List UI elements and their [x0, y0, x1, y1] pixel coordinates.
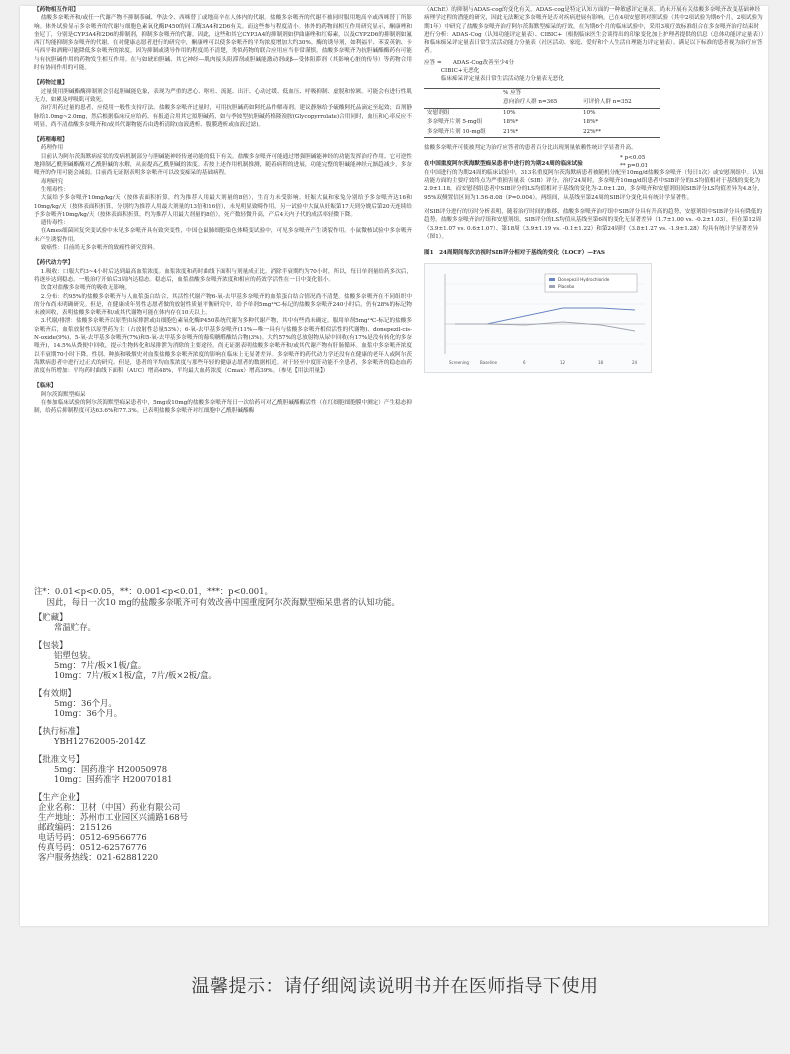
china-trial-text: 在中国进行的为期24周的临床试验中，313名重度阿尔茨海默病患者被随机分配至10mg/d盐酸多奈哌齐（每日1次）或安慰剂组中。认知功能方面的主要疗效终点为严重损害量表（SIB）评分。治疗24周时，多奈哌齐10mg/d组患者中SIB评分的LS均值相对于基线的变化为2.9±1.18，而安慰剂组患者中SIB评分的LS均值相对于基线的变化为-2.0±1.20，多奈哌齐和安慰剂组间SIB评分LS均值差异为4.8分，95%双侧置信区间为1.56-8.08（P=0.004）。两组间，从基线至第24周的SIB评分变化具有统计学显著性。	[424, 169, 764, 201]
table-cell: 18%*	[503, 119, 519, 126]
section-paragraph: 盐酸多奈哌齐和/或任一代谢产物不抑制茶碱、华法令、西咪替丁或地高辛在人体内的代谢。盐酸多奈哌齐的代谢不被同时服用地高辛或西咪替丁所影响。体外试验显示多奈哌齐的代谢与细胞色素氧化酶P450的同工酶3A4和2D6有关。而这些参与程度清小。体外的药物间相互作用研究显示，酮康唑和奎尼丁，分别是CYP3A4和2D6的抑制剂，抑制多奈哌齐的代谢。因此，这些和其它CYP3A4的抑制剂如伊曲康唑和红霉素，以及CYP2D6的抑制剂如氟西汀均能抑制多奈哌齐的代谢。在对健康志愿者进行的研究中，酮康唑可以使多奈哌齐的平均浓度增加大约30%。酶的诱导剂，如利福平、苯妥英钠、卡马西平和酒精可能降低多奈哌齐的浓度。因为抑制或诱导作用的程度尚不清楚，类似药物的联合应用应当非常谨慎。盐酸多奈哌齐为抗胆碱酯酶药有可能与有抗胆碱作用的药物发生相互作用。在与如琥珀胆碱、其它神经—肌肉接头阻滞剂或胆碱能激动剂或β—受体阻滞剂（其影响心脏的传导）等药物合用时有协同作用的可能。	[34, 15, 412, 72]
criteria-line: CIBIC+无恶化	[424, 68, 480, 75]
ache-intro-text: （AChE）的抑制与ADAS-cog的变化有关，ADAS-cog是特定认知方面的一种敏感评定量表。尚未开展有关盐酸多奈哌齐改变基础神经病理学过程的潜能的研究，因此无法断定多奈哌齐是否对疾病进展有影响。已在4项安慰剂对照试验（其中2项试验为期6个月，2项试验为期1年）中研究了盐酸多奈哌齐治疗阿尔茨海默型痴呆的疗效。在为期6个月的临床试验中，采用3项疗效标准组合在多奈哌齐治疗结束时进行分析：ADAS-Cog（认知功能评定量表）、CIBIC+（根据临床医生会谈得出的印象变化加上护理者提供的信息（总体功能评定量表））和临床痴呆评定量表日常生活活动能力分量表（社区活动、家庭、爱好和个人生活自理能力评定量表）。满足以下标准的患者视为治疗应答者。	[424, 7, 764, 55]
manufacturer-line: 电话号码：0512-69566776	[38, 832, 147, 842]
section-heading: 【药物过量】	[34, 80, 68, 87]
table-cell: 多奈哌齐片剂 10-mg组	[424, 128, 500, 138]
table-pvalue-notes	[620, 154, 648, 170]
manufacturer-line: 生产地址：苏州市工业园区兴浦路168号	[38, 812, 188, 822]
validity-line: 10mg：36个月。	[54, 708, 123, 718]
section-heading: 【药理毒理】	[34, 137, 68, 144]
table-col-header: 可评价人群 n=352	[580, 98, 660, 108]
leaflet-page	[20, 6, 768, 926]
manufacturer-line: 邮政编码：215126	[38, 822, 112, 832]
lower-section	[34, 586, 454, 862]
manufacturer-line: 客户服务热线：021-62881220	[38, 852, 159, 862]
table-corner	[424, 88, 500, 98]
standard-heading: 【执行标准】	[34, 726, 85, 736]
table-corner	[424, 98, 500, 108]
section-paragraph: 致癌性：目前尚无多奈哌齐的致癌性研究资料。	[40, 245, 159, 252]
criteria-line: 应答 = ADAS-Cog改善至少4分	[424, 59, 515, 66]
sib-analysis-text: 对SIB评分进行的历时分析表明，随着治疗时间的推移，盐酸多奈哌齐治疗组中SIB评分具有升高的趋势，安慰剂组中SIB评分具有降低的趋势。盐酸多奈哌齐治疗组和安慰剂组，SIB评分的LS均值从基线至第6周的变化无显著差异（1.7±1.00 vs. -0.2±1.03），但在第12周（3.9±1.07 vs. 0.6±1.07）、第18周（3.9±1.19 vs. -0.1±1.22）和第24周时（3.8±1.27 vs. -1.9±1.28）均具有统计学显著差异（图1）。	[424, 208, 763, 240]
china-trial-heading: 在中国重度阿尔茨海默型痴呆患者中进行的为期24周的临床试验	[424, 161, 583, 168]
section-heading: 【药物相互作用】	[34, 7, 79, 13]
package-heading: 【包装】	[34, 640, 68, 650]
section-paragraph: 大鼠给予多奈哌齐10mg/kg/天（按体表面积折算，约为推荐人用最大剂量的8倍），生育力未受影响。妊娠大鼠和家兔分别给予多奈哌齐达16和10mg/kg/天（按体表面积折算，分别约为推荐人用最大剂量的13倍和16倍），未见明显致畸作用。另一试验中大鼠从妊娠第17天到分娩后第20天连续给予多奈哌齐10mg/kg/天（按体表面积折算，约为推荐人用最大剂量的8倍），死产数轻微升高，产后4天内子代的成活率轻微下降。	[34, 195, 412, 218]
left-section	[34, 136, 412, 252]
storage-value: 常温贮存。	[54, 622, 96, 632]
criteria-line: 临床痴呆评定量表日常生活活动能力分量表无恶化	[424, 76, 564, 83]
package-line: 5mg：7片/板×1板/盒。	[54, 660, 147, 670]
section-paragraph: 目前认为阿尔茨海默病症状的发病机制部分与胆碱能神经传递功能的低下有关。盐酸多奈哌齐可能通过增强胆碱能神经的功能发挥治疗作用。它可逆性地抑制乙酰胆碱酯酶对乙酰胆碱的水解，从而提高乙酰胆碱的浓度。若按上述作用机制推测，随着病程的进展，功能完整的胆碱能神经元渐趋减少，多奈哌齐的作用可能会减弱。目前尚无证据表明多奈哌齐可以改变痴呆的基础病程。	[34, 153, 412, 177]
section-paragraph: 饮食对盐酸多奈哌齐的吸收无影响。	[40, 285, 131, 292]
approval-block	[34, 754, 454, 784]
table-col-group: % 应答	[500, 88, 660, 98]
section-paragraph: 阿尔茨海默型痴呆	[40, 391, 86, 398]
section-paragraph: 药理作用	[40, 145, 64, 152]
section-paragraph: 生殖毒性：	[40, 186, 69, 193]
left-section	[34, 259, 412, 375]
x-tick-label: Baseline	[480, 360, 497, 366]
manufacturer-block	[34, 792, 454, 862]
x-tick-label: Screening	[449, 360, 469, 366]
legend-label: Donepezil Hydrochloride	[558, 277, 610, 283]
table-col-header: 意向治疗人群 n=365	[500, 98, 580, 108]
legend-label: Placebo	[558, 284, 575, 290]
section-paragraph: 1.吸收：口服大约3~4小时后达到最高血浆浓度。血浆浓度和药时曲线下面积与剂量成正比。消除半衰期约为70小时，所以，每日单剂量给药多次后，将逐步达到稳态。一般治疗开始后3周内达稳态。稳态后，血浆盐酸多奈哌齐浓度和相应的药效学活性在一日中变化很小。	[34, 268, 412, 283]
section-paragraph: 过量使用胆碱酯酶抑制剂会引起胆碱能危象，表现为严重的恶心、呕吐、流涎、出汗、心动过缓、低血压、呼吸抑制、虚脱和惊厥。可能会有进行性肌无力，如累及呼吸肌可致死。	[34, 88, 412, 103]
manufacturer-line: 传真号码：0512-62576776	[38, 842, 147, 852]
table-cell: 21%*	[500, 128, 580, 138]
donepezil-line	[455, 308, 635, 324]
table-cell: 18%*	[583, 119, 599, 126]
section-paragraph: 毒理研究	[40, 178, 64, 185]
sib-figure	[424, 263, 652, 373]
pvalue-note: ** p=0.01	[620, 162, 649, 169]
standard-value: YBH12762005-2014Z	[54, 736, 146, 746]
left-section	[34, 79, 412, 129]
pvalue-note: * p<0.05	[620, 154, 646, 161]
section-heading: 【药代动力学】	[34, 260, 74, 267]
figure-caption: 图1 24周期间每次访视时SIB评分相对于基线的变化（LOCF）—FAS	[424, 250, 605, 257]
package-line: 10mg：7片/板×1板/盒，7片/板×2板/盒。	[54, 670, 217, 680]
table-cell: 22%**	[580, 128, 660, 138]
approval-heading: 【批准文号】	[34, 754, 85, 764]
package-line: 铝塑包装。	[54, 650, 96, 660]
package-block	[34, 640, 454, 680]
x-tick-label: 12	[560, 360, 566, 366]
approval-line: 10mg：国药准字 H20070181	[54, 774, 173, 784]
sib-figure-plot	[425, 264, 653, 374]
approval-line: 5mg：国药准字 H20050978	[54, 764, 168, 774]
standard-block	[34, 726, 454, 746]
left-column-top	[34, 6, 412, 586]
left-section	[34, 382, 412, 415]
after-table-text: 盐酸多奈哌齐可使被判定为治疗应答者的患者百分比出现剂量依赖性统计学显著升高。	[424, 145, 637, 152]
section-paragraph: 3.代谢/排泄：盐酸多奈哌齐以原型由尿排泄或由细胞色素氧化酶P450系统代谢为多种代谢产物，其中有些尚未确定。服用单剂5mg¹⁴C-标记的盐酸多奈哌齐后，血浆放射性以原型药为主（占放射性总量53%）；6-氧-去甲基多奈哌齐(11%—唯一具有与盐酸多奈哌齐相似活性的代谢物)、donepezil-cis-N-oxide(9%)、5-氧-去甲基多奈哌齐(7%)和5-氧-去甲基多奈哌齐的葡萄糖醛酸结合物(3%)。大约57%的总放射物从尿中回收(有17%是没有转化的多奈哌齐)，14.5%从粪便中回收，提示生物转化和尿排泄为消除的主要途径。尚无证据表明盐酸多奈哌齐和/或其代谢产物有肝肠循环。血浆中多奈哌齐浓度以半衰期70小时下降。性别、种族和吸烟史对血浆盐酸多奈哌齐浓度的影响在临床上无显著差异。多奈哌齐的药代动力学还没有在健康的老年人或阿尔茨海默病患者中进行过正式的研究。但是，患者的平均血浆浓度与那些年轻的健康志愿者的数据相近。对于轻至中度肝功能不全患者，多奈哌齐的稳态血药浓度有所增加：平均药时曲线下面积（AUC）增高48%，平均最大血药浓度（Cmax）增高39%。（参见【用法用量】）	[34, 318, 412, 375]
table-cell: 多奈哌齐片剂 5-mg组	[427, 119, 483, 126]
section-paragraph: 在Ames细菌回复突变试验中未见多奈哌齐具有致突变性，中国仓鼠肺细胞染色体畸变试验中，可见多奈哌齐产生诱裂作用。小鼠微核试验中多奈哌齐未产生诱裂作用。	[34, 228, 412, 243]
conclusion-text: 因此，每日一次10 mg的盐酸多奈哌齐可有效改善中国重度阿尔茨海默型痴呆患者的认知功能。	[46, 597, 400, 607]
x-tick-label: 24	[632, 360, 638, 366]
validity-block	[34, 688, 454, 718]
responder-table	[424, 88, 660, 139]
pvalue-footnote: 注*：0.01<p<0.05，**：0.001<p<0.01，***：p<0.001。	[34, 586, 273, 596]
validity-line: 5mg：36个月。	[54, 698, 117, 708]
storage-heading: 【贮藏】	[34, 612, 68, 622]
placebo-line	[455, 322, 635, 331]
section-paragraph: 2.分布：约95%的盐酸多奈哌齐与人血浆蛋白结合，其活性代谢产物6-氧-去甲基多奈哌齐的血浆蛋白结合情况尚不清楚。盐酸多奈哌齐在不同组织中的分布尚未明确研究。但是，在健康成年男性志愿者做的放射性质量平衡研究中，给予单剂5mg¹⁴C-标记的盐酸多奈哌齐240小时后，仍有28%的标记物未被回收，表明盐酸多奈哌齐和/或其代谢物可能在体内存在10天以上。	[34, 293, 412, 317]
x-tick-label: 6	[523, 360, 526, 366]
right-column-top	[424, 6, 764, 586]
manufacturer-heading: 【生产企业】	[34, 792, 85, 802]
section-paragraph: 遗传毒性：	[40, 220, 69, 227]
responder-criteria	[424, 59, 764, 84]
table-cell: 10%	[503, 109, 516, 116]
section-heading: 【临床】	[34, 383, 57, 390]
footer-notice: 温馨提示：请仔细阅读说明书并在医师指导下使用	[191, 976, 599, 997]
section-paragraph: 在参加临床试验的阿尔茨海默型痴呆患者中，5mg或10mg的盐酸多奈哌齐每日一次给药可对乙酰胆碱酯酶活性（在红细胞细胞膜中测定）产生稳态抑制，给药后抑制程度可达63.6%和77.3%。已表明盐酸多奈哌齐对红细胞中乙酰胆碱酯酶	[34, 400, 412, 415]
left-section	[34, 6, 412, 72]
section-paragraph: 治疗用药过量的患者，应使用一般性支持疗法。盐酸多奈哌齐过量时，可用抗胆碱药如阿托品作解毒剂。建议静脉给予硫酸阿托品滴定至起效；首剂静脉给1.0mg~2.0mg，然后根据临床反应给药。有报道合用其它拟胆碱药，如与季铵型抗胆碱药格隆溴胺(Glycopyrrolate)合用同时，血压和心率反应不明显，尚不清盐酸多奈哌齐和/或其代谢物能否由透析清除(血液透析、腹膜透析或血液过滤)。	[34, 105, 412, 128]
validity-heading: 【有效期】	[34, 688, 76, 698]
table-cell: 安慰剂组	[427, 109, 450, 116]
manufacturer-line: 企业名称：卫材（中国）药业有限公司	[38, 802, 181, 812]
storage-block	[34, 612, 454, 632]
table-cell: 10%	[583, 109, 596, 116]
x-tick-label: 18	[598, 360, 604, 366]
